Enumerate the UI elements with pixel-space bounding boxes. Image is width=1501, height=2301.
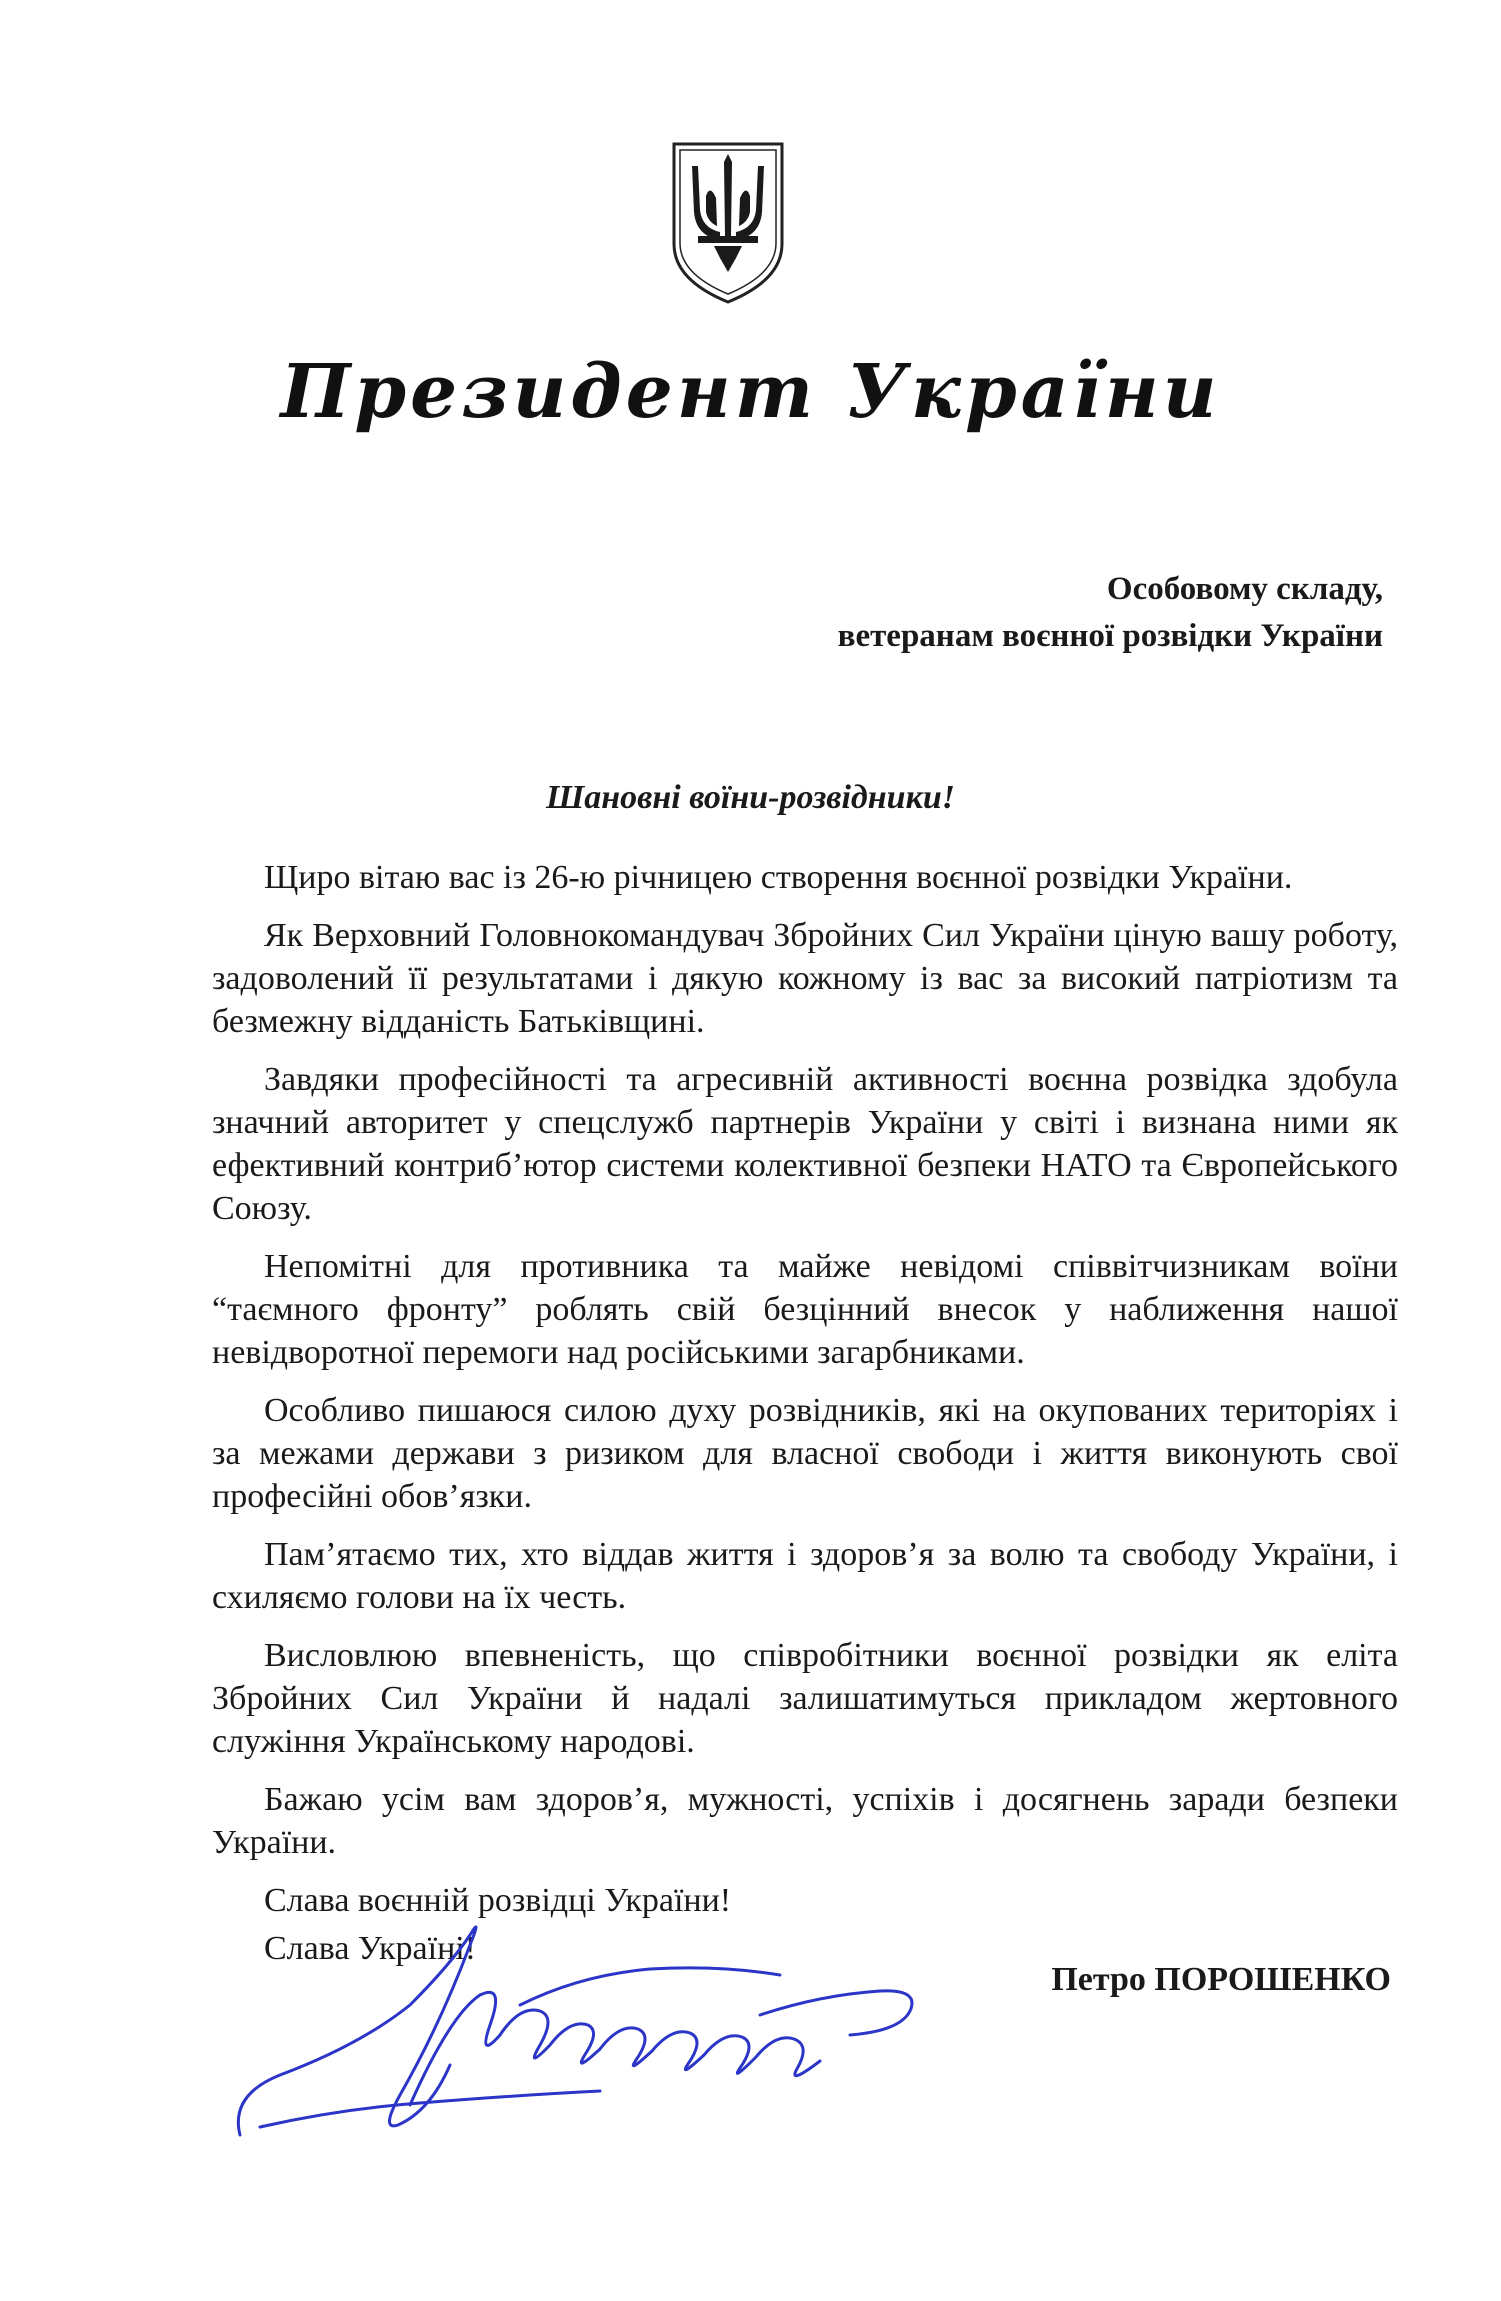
paragraph: Щиро вітаю вас із 26-ю річницею створення воєнної розвідки України. <box>264 859 1293 896</box>
recipient-line: ветеранам воєнної розвідки України <box>837 618 1383 654</box>
closing-line: Слава воєнній розвідці України! <box>264 1882 732 1919</box>
paragraph: Бажаю усім вам здоров’я, мужності, успіхів і досягнень заради безпеки України. <box>212 1781 1398 1861</box>
paragraph: Висловлюю впевненість, що співробітники воєнної розвідки як еліта Збройних Сил України й надалі залишатимуться прикладом жертовного служіння Українському народові. <box>212 1637 1398 1760</box>
greeting: Шановні воїни-розвідники! <box>546 779 955 816</box>
paragraph: Непомітні для противника та майже невідомі співвітчизникам воїни “таємного фронту” роблять свій безцінний внесок у наближення нашої невідворотної перемоги над російськими загарбниками. <box>212 1248 1398 1371</box>
signatory-name: Петро ПОРОШЕНКО <box>1051 1961 1391 1998</box>
handwritten-signature-icon <box>220 1895 940 2155</box>
letterhead-title: Президент України <box>280 349 1221 435</box>
letter-body <box>212 856 1398 1975</box>
paragraph: Завдяки професійності та агресивній активності воєнна розвідка здобула значний авторитет у спецслужб партнерів України у світі і визнана ними як ефективний контриб’ютор системи колективної безпеки НАТО та Європейського Союзу. <box>212 1061 1398 1227</box>
closing-line: Слава Україні! <box>264 1930 477 1967</box>
paragraph: Як Верховний Головнокомандувач Збройних Сил України ціную вашу роботу, задоволений її результатами і дякую кожному із вас за високий патріотизм та безмежну відданість Батьківщині. <box>212 917 1398 1040</box>
paragraph: Особливо пишаюся силою духу розвідників, які на окупованих територіях і за межами держави з ризиком для власної свободи і життя виконують свої професійні обов’язки. <box>212 1392 1398 1515</box>
trident-emblem-icon <box>670 140 786 306</box>
paragraph: Пам’ятаємо тих, хто віддав життя і здоров’я за волю та свободу України, і схиляємо голови на їх честь. <box>212 1536 1398 1616</box>
recipient-line: Особовому складу, <box>1106 571 1383 607</box>
recipient-block <box>838 566 1383 660</box>
